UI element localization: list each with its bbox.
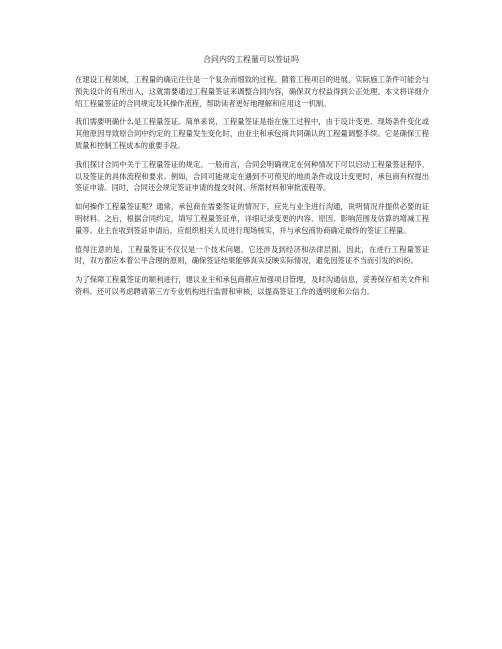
paragraph-procedure: 如何操作工程量签证呢？通常，承包商在需要签证的情况下，应先与业主进行沟通，说明情况并提供必要的证明材料。之后，根据合同约定，填写工程量签证单，详细记录变更的内容、原因、影响范围及估算的增减工程量等。业主在收到签证申请后，应组织相关人员进行现场核实，并与承包商协商确定最终的签证工程量。 (75, 202, 429, 235)
paragraph-contract-rules: 我们探讨合同中关于工程量签证的规定。一般而言，合同会明确规定在何种情况下可以启动工程量签证程序，以及签证的具体流程和要求。例如，合同可能规定在遇到不可预见的地质条件或设计变更时，承包商有权提出签证申请。同时，合同还会规定签证申请的提交时间、所需材料和审批流程等。 (75, 159, 429, 193)
document-body (75, 74, 429, 305)
document-title: 合同内的工程量可以签证吗 (203, 55, 299, 64)
paragraph-recommendations: 为了保障工程量签证的顺利进行，建议业主和承包商都应加强项目管理，及时沟通信息，妥善保存相关文件和资料。还可以考虑聘请第三方专业机构进行监督和审核，以提高签证工作的透明度和公信力。 (75, 275, 429, 296)
paragraph-notes: 值得注意的是，工程量签证不仅仅是一个技术问题，它还涉及到经济和法律层面。因此，在进行工程量签证时，双方都应本着公平合理的原则，确保签证结果能够真实反映实际情况，避免因签证不当而引发的纠纷。 (75, 244, 429, 266)
paragraph-intro: 在建设工程领域，工程量的确定往往是一个复杂而细致的过程。随着工程项目的进展，实际施工条件可能会与预先设计的有所出入，这就需要通过工程量签证来调整合同内容，确保双方权益得到公正处理。本文将详细介绍工程量签证的合同规定及其操作流程，帮助读者更好地理解和应用这一机制。 (75, 75, 429, 108)
paragraph-definition: 我们需要明确什么是工程量签证。简单来说，工程量签证是指在施工过程中，由于设计变更、现场条件变化或其他原因导致原合同中约定的工程量发生变化时，由业主和承包商共同确认的工程量调整手续。它是确保工程质量和控制工程成本的重要手段。 (75, 117, 429, 150)
